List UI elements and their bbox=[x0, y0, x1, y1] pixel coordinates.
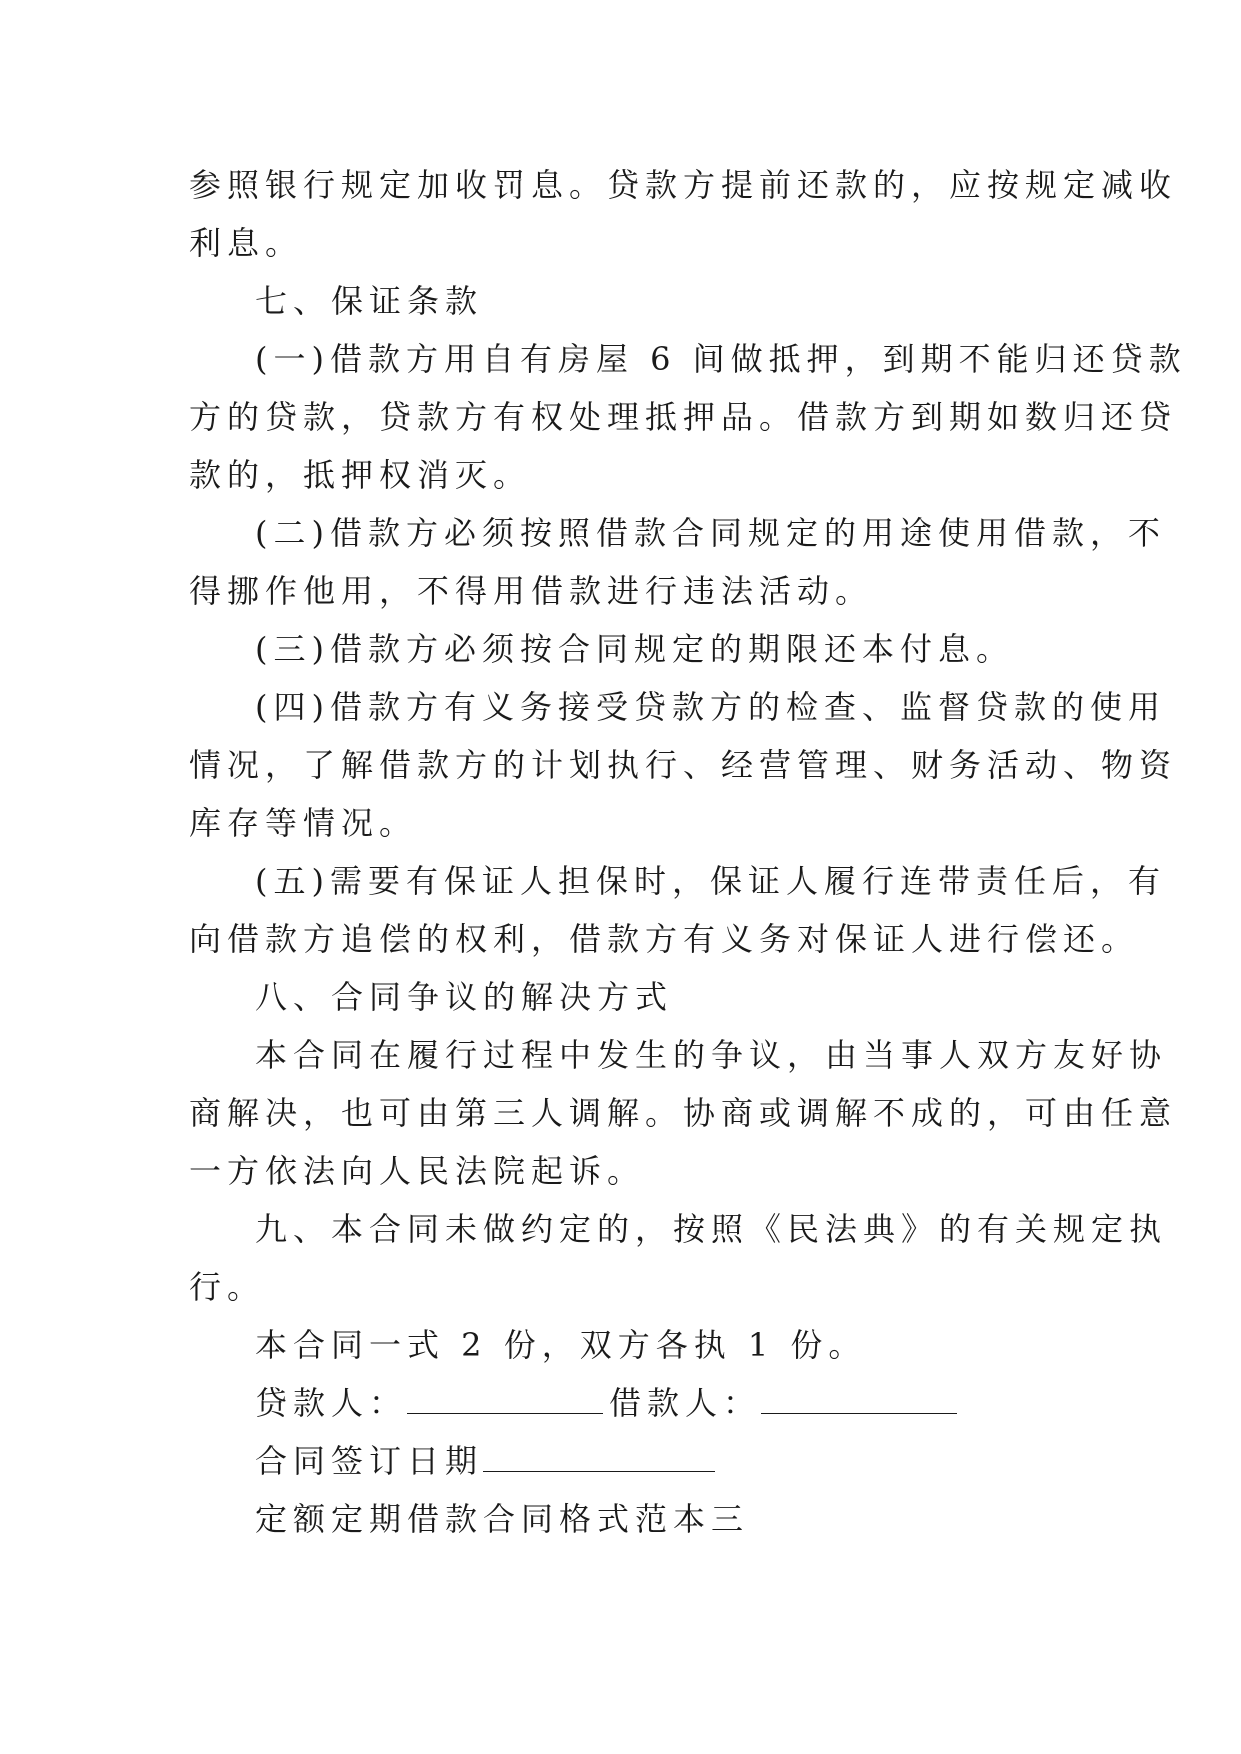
paragraph-line: (三)借款方必须按合同规定的期限还本付息。 bbox=[255, 630, 1014, 668]
paragraph-line: (四)借款方有义务接受贷款方的检查、监督贷款的使用 bbox=[255, 688, 1166, 726]
paragraph-line: 行。 bbox=[189, 1268, 266, 1306]
paragraph-line: (二)借款方必须按照借款合同规定的用途使用借款，不 bbox=[255, 514, 1166, 552]
next-section-title: 定额定期借款合同格式范本三 bbox=[255, 1500, 750, 1538]
date-label: 合同签订日期 bbox=[255, 1442, 484, 1480]
paragraph-line: 九、本合同未做约定的，按照《民法典》的有关规定执 bbox=[255, 1210, 1168, 1248]
paragraph-line: 本合同一式 2 份，双方各执 1 份。 bbox=[255, 1326, 867, 1364]
paragraph-line: 向借款方追偿的权利，借款方有义务对保证人进行偿还。 bbox=[189, 920, 1140, 958]
paragraph-line: 参照银行规定加收罚息。贷款方提前还款的，应按规定减收 bbox=[189, 166, 1178, 204]
paragraph-line: 商解决，也可由第三人调解。协商或调解不成的，可由任意 bbox=[189, 1094, 1178, 1132]
paragraph-line: 库存等情况。 bbox=[189, 804, 418, 842]
date-blank[interactable] bbox=[483, 1443, 715, 1472]
paragraph-line: 利息。 bbox=[189, 224, 304, 262]
lender-signature-blank[interactable] bbox=[407, 1385, 603, 1414]
document-body bbox=[189, 156, 1187, 1548]
borrower-label: 借款人： bbox=[609, 1384, 762, 1422]
paragraph-line: 本合同在履行过程中发生的争议，由当事人双方友好协 bbox=[255, 1036, 1168, 1074]
date-line bbox=[189, 1432, 1051, 1490]
borrower-signature-blank[interactable] bbox=[761, 1385, 957, 1414]
paragraph-line: 情况，了解借款方的计划执行、经营管理、财务活动、物资 bbox=[189, 746, 1178, 784]
paragraph-line: 得挪作他用，不得用借款进行违法活动。 bbox=[189, 572, 874, 610]
paragraph-line: (五)需要有保证人担保时，保证人履行连带责任后，有 bbox=[255, 862, 1166, 900]
lender-label: 贷款人： bbox=[255, 1384, 408, 1422]
section-heading: 七、保证条款 bbox=[255, 282, 484, 320]
paragraph-line: 方的贷款，贷款方有权处理抵押品。借款方到期如数归还贷 bbox=[189, 398, 1178, 436]
paragraph-line: (一)借款方用自有房屋 6 间做抵押，到期不能归还贷款 bbox=[255, 340, 1187, 378]
signature-line bbox=[189, 1374, 1051, 1432]
paragraph-line: 款的，抵押权消灭。 bbox=[189, 456, 532, 494]
section-heading: 八、合同争议的解决方式 bbox=[255, 978, 674, 1016]
paragraph-line: 一方依法向人民法院起诉。 bbox=[189, 1152, 646, 1190]
